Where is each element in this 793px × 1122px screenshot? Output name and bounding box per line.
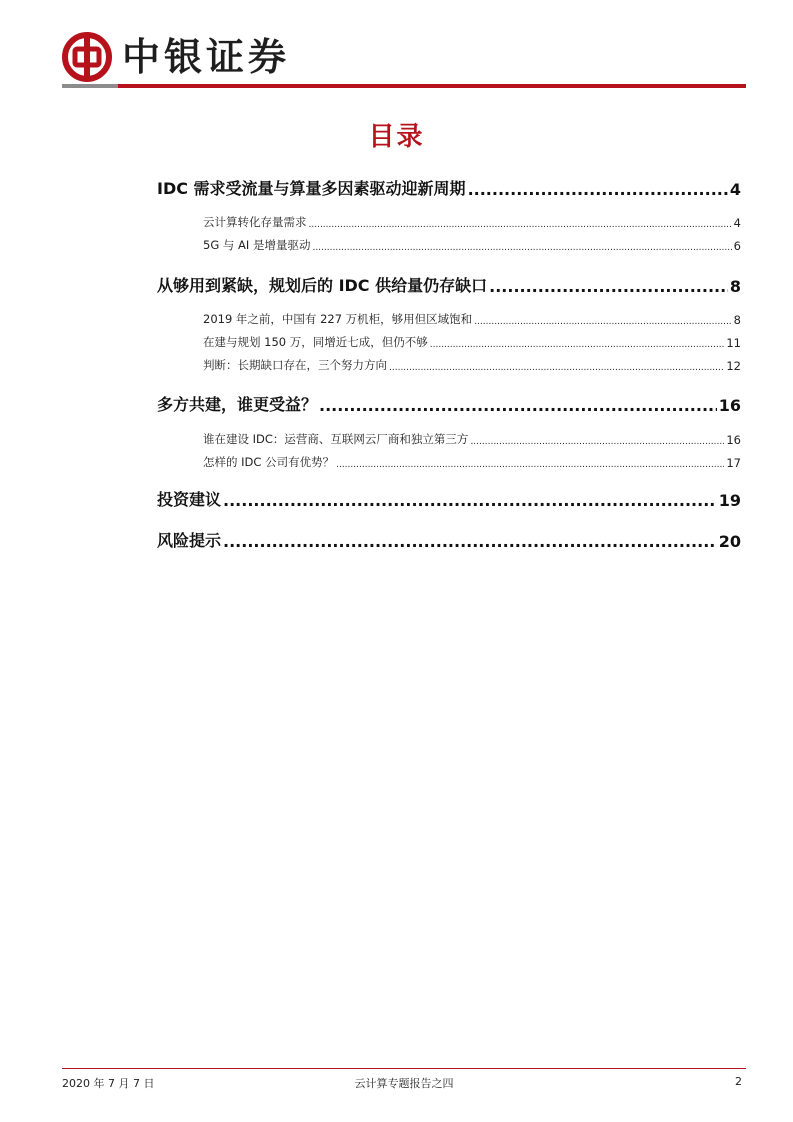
toc-entry-level1[interactable]	[157, 487, 741, 510]
toc-entry-label: 风险提示	[157, 531, 222, 550]
toc-entry-level1[interactable]	[157, 528, 741, 551]
toc-entry-label: IDC 需求受流量与算量多因素驱动迎新周期	[157, 179, 466, 198]
page-header	[62, 30, 746, 92]
toc-entry-label: 怎样的 IDC 公司有优势？	[203, 455, 335, 469]
toc-entry-level2[interactable]	[203, 311, 741, 327]
toc-entry-page: 19	[718, 491, 741, 510]
toc-entry-level2[interactable]	[203, 357, 741, 373]
toc-entry-label: 从够用到紧缺，规划后的 IDC 供给量仍存缺口	[157, 276, 488, 295]
page-footer	[62, 1075, 746, 1093]
header-divider	[62, 84, 746, 88]
toc-leader-dots	[470, 437, 724, 447]
toc-leader-dots	[389, 363, 724, 373]
page-number: 2	[735, 1075, 742, 1088]
toc-entry-level2[interactable]	[203, 334, 741, 350]
toc-entry-page: 16	[718, 396, 741, 415]
toc-entry-label: 投资建议	[157, 490, 222, 509]
toc-entry-page: 20	[718, 532, 741, 551]
toc-entry-label: 2019 年之前，中国有 227 万机柜，够用但区域饱和	[203, 312, 473, 326]
toc-leader-dots	[223, 491, 717, 510]
toc-entry-level1[interactable]	[157, 273, 741, 296]
toc-leader-dots	[430, 340, 725, 350]
toc-entry-label: 云计算转化存量需求	[203, 215, 307, 229]
toc-leader-dots	[312, 243, 731, 253]
toc-leader-dots	[309, 220, 732, 230]
footer-divider	[62, 1068, 746, 1069]
toc-leader-dots	[336, 460, 724, 470]
toc-entry-label: 谁在建设 IDC：运营商、互联网云厂商和独立第三方	[203, 432, 469, 446]
toc-entry-page: 11	[726, 336, 741, 350]
toc-entry-label: 5G 与 AI 是增量驱动	[203, 238, 311, 252]
toc-entry-level2[interactable]	[203, 431, 741, 447]
toc-entry-page: 16	[726, 433, 741, 447]
toc-leader-dots	[468, 180, 728, 199]
toc-entry-label: 在建与规划 150 万，同增近七成，但仍不够	[203, 335, 428, 349]
toc-entry-label: 多方共建，谁更受益？	[157, 395, 318, 414]
toc-title: 目录	[368, 122, 425, 152]
toc-leader-dots	[489, 277, 728, 296]
toc-entry-label: 判断：长期缺口存在，三个努力方向	[203, 358, 387, 372]
toc-entry-level2[interactable]	[203, 454, 741, 470]
toc-entry-level2[interactable]	[203, 237, 741, 253]
report-date: 2020 年 7 月 7 日	[62, 1077, 155, 1090]
toc-entry-level1[interactable]	[157, 392, 741, 415]
toc-entry-page: 12	[726, 359, 741, 373]
toc-leader-dots	[223, 532, 717, 551]
report-series-name: 云计算专题报告之四	[354, 1077, 454, 1090]
bank-of-china-logo-icon	[62, 32, 112, 82]
brand-logo	[62, 32, 290, 82]
toc-entry-page: 4	[729, 180, 741, 199]
toc-leader-dots	[474, 317, 731, 327]
toc-entry-page: 4	[733, 216, 741, 230]
toc-entry-level1[interactable]	[157, 176, 741, 199]
toc-entry-level2[interactable]	[203, 214, 741, 230]
toc-entry-page: 8	[733, 313, 741, 327]
toc-entry-page: 6	[733, 239, 741, 253]
toc-leader-dots	[319, 396, 717, 415]
brand-name: 中银证券	[122, 34, 291, 79]
toc-entry-page: 8	[729, 277, 741, 296]
toc-entry-page: 17	[726, 456, 741, 470]
